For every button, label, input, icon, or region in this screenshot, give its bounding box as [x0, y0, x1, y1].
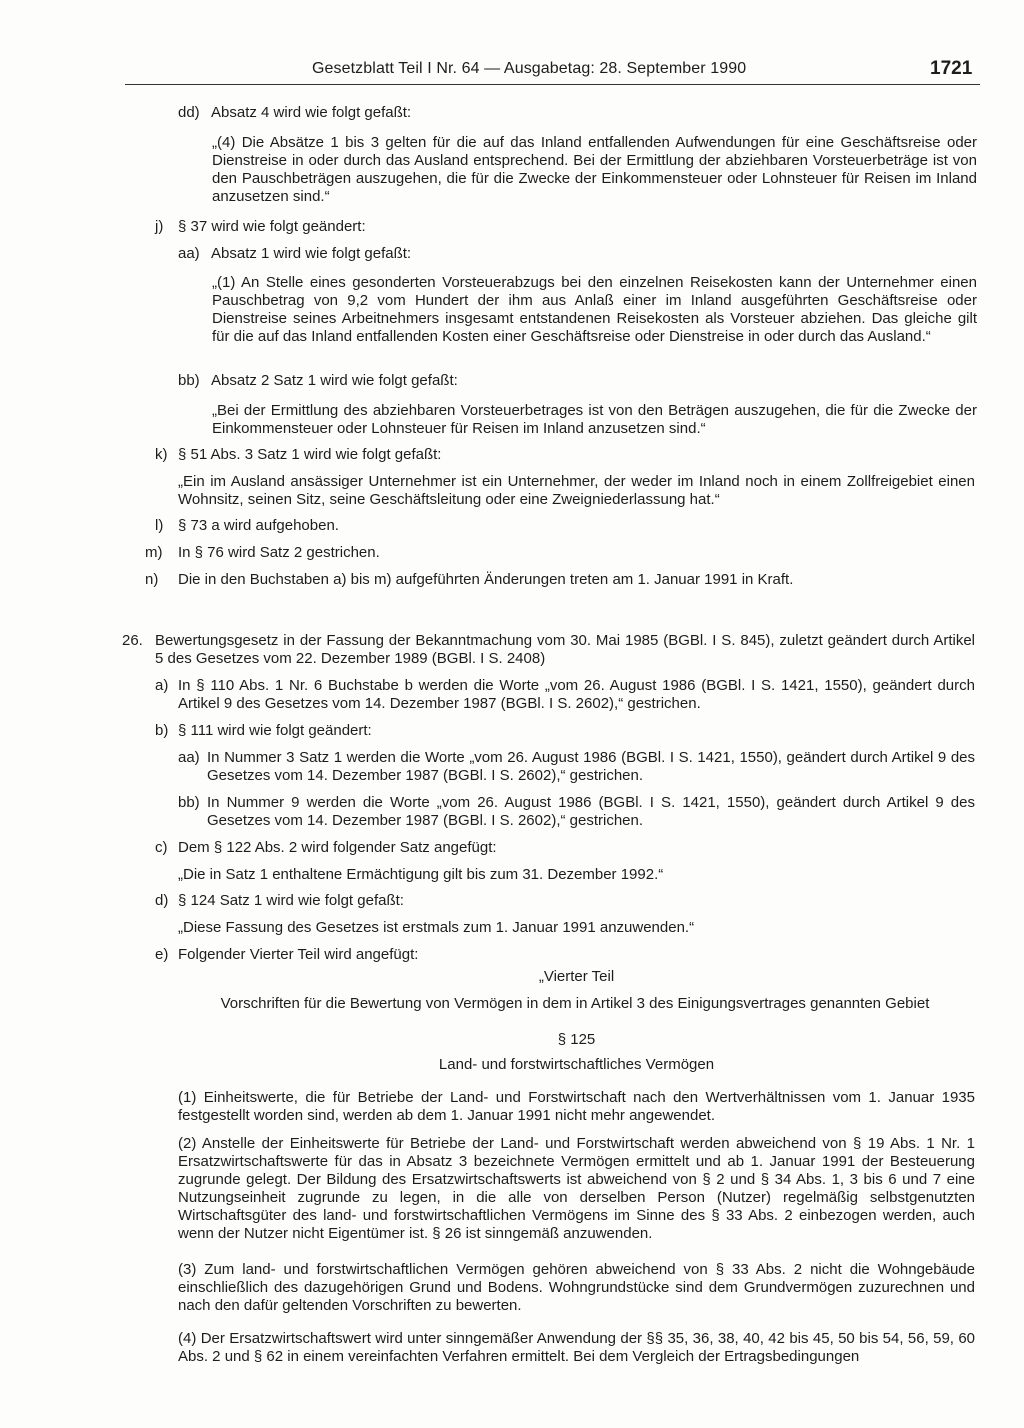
part-subtitle: Vorschriften für die Bewertung von Vermögen in dem in Artikel 3 des Einigungsvertrages genannten Gebiet [220, 995, 930, 1012]
item-aa [178, 245, 978, 263]
section-paragraph: (2) Anstelle der Einheitswerte für Betriebe der Land- und Forstwirtschaft werden abweichend von § 19 Abs. 1 Nr. 1 Ersatzwirtschaftswerte für das in Absatz 3 bezeichnete Vermögen ermittelt und ab 1. Januar 1991 der Besteuerung zugrunde gelegt. Der Bildung des Ersatzwirtschaftswerts ist abweichend von § 2 und § 34 Abs. 1, 3 bis 6 und 7 eine Nutzungseinheit zugrunde zu legen, in die alle von derselben Person (Nutzer) regelmäßig selbstgenutzten Wirtschaftsgüter des land- und forstwirtschaftlichen Vermögens im Sinne des § 33 Abs. 2 einbezogen werden, auch wenn der Nutzer nicht Eigentümer ist. § 26 ist sinngemäß anzuwenden. [178, 1135, 975, 1242]
item-text: § 124 Satz 1 wird wie folgt gefaßt: [178, 892, 404, 909]
section-paragraph: (3) Zum land- und forstwirtschaftlichen Vermögen gehören abweichend von § 33 Abs. 2 nicht die Wohngebäude einschließlich des dazugehörigen Grund und Bodens. Wohngrundstücke sind dem Grundvermögen zuzurechnen und nach den dafür geltenden Vorschriften zu bewerten. [178, 1261, 975, 1314]
item-label: l) [155, 517, 164, 534]
item-text: Folgender Vierter Teil wird angefügt: [178, 946, 419, 963]
item-label: c) [155, 839, 168, 856]
item-dd [178, 104, 978, 122]
item-text: Bewertungsgesetz in der Fassung der Bekanntmachung vom 30. Mai 1985 (BGBl. I S. 845), zuletzt geändert durch Artikel 5 des Gesetzes vom 22. Dezember 1989 (BGBl. I S. 2408) [155, 632, 975, 667]
item-label: n) [145, 571, 159, 588]
item-label: aa) [178, 245, 200, 262]
quote-k: „Ein im Ausland ansässiger Unternehmer ist ein Unternehmer, der weder im Inland noch in einem Zollfreigebiet einen Wohnsitz, seinen Sitz, seine Geschäftsleitung oder eine Zweigniederlassung hat.“ [178, 473, 975, 508]
item-label: bb) [178, 372, 200, 389]
item-label: 26. [122, 632, 143, 649]
item-26 [122, 632, 975, 668]
item-text: Absatz 2 Satz 1 wird wie folgt gefaßt: [211, 372, 458, 389]
item-label: aa) [178, 749, 200, 766]
quote-d: „Diese Fassung des Gesetzes ist erstmals zum 1. Januar 1991 anzuwenden.“ [178, 919, 695, 936]
item-j [155, 218, 975, 236]
item-text: In Nummer 9 werden die Worte „vom 26. August 1986 (BGBl. I S. 1421, 1550), geändert durch Artikel 9 des Gesetzes vom 14. Dezember 1987 (BGBl. I S. 2602),“ gestrichen. [207, 794, 975, 829]
section-paragraph: (1) Einheitswerte, die für Betriebe der Land- und Forstwirtschaft nach den Wertverhältnissen vom 1. Januar 1935 festgestellt worden sind, werden ab dem 1. Januar 1991 nicht mehr angewendet. [178, 1089, 975, 1124]
item-label: dd) [178, 104, 200, 121]
item-26-c [155, 839, 975, 857]
item-26-e [155, 946, 975, 964]
item-text: Dem § 122 Abs. 2 wird folgender Satz angefügt: [178, 839, 497, 856]
item-label: b) [155, 722, 169, 739]
page-header-title: Gesetzblatt Teil I Nr. 64 — Ausgabetag: 28. September 1990 [312, 60, 747, 77]
item-label: e) [155, 946, 169, 963]
item-26-b [155, 722, 975, 740]
item-bb [178, 372, 978, 390]
item-text: § 73 a wird aufgehoben. [178, 517, 339, 534]
item-26-d [155, 892, 975, 910]
item-label: k) [155, 446, 168, 463]
item-26-a [155, 677, 975, 713]
quote-aa: „(1) An Stelle eines gesonderten Vorsteuerabzugs bei den einzelnen Reisekosten kann der Unternehmer einen Pauschbetrag von 9,2 vom Hundert der ihm aus Anlaß einer im Inland ausgeführten Geschäftsreise oder Dienstreise seines Arbeitnehmers insgesamt entstandenen Reisekosten als Vorsteuer abziehen. Das gleiche gilt für die auf das Inland entfallenden Kosten einer Geschäftsreise oder Dienstreise in oder durch das Ausland.“ [212, 274, 977, 345]
quote-dd: „(4) Die Absätze 1 bis 3 gelten für die auf das Inland entfallenden Aufwendungen für eine Geschäftsreise oder Dienstreise in oder durch das Ausland entsprechend. Bei der Ermittlung der abziehbaren Vorsteuerbeträge ist von den Pauschbeträgen auszugehen, die für die Zwecke der Einkommensteuer oder Lohnsteuer für Reisen im Inland anzusetzen sind.“ [212, 134, 977, 205]
page-number: 1721 [930, 58, 973, 79]
item-text: In § 110 Abs. 1 Nr. 6 Buchstabe b werden die Worte „vom 26. August 1986 (BGBl. I S. 1421, 1550), geändert durch Artikel 9 des Gesetzes vom 14. Dezember 1987 (BGBl. I S. 2602),“ gestrichen. [178, 677, 975, 712]
item-l [155, 517, 975, 535]
section-title: Land- und forstwirtschaftliches Vermögen [438, 1056, 715, 1073]
item-label: j) [155, 218, 164, 235]
item-text: § 111 wird wie folgt geändert: [178, 722, 372, 739]
item-26-b-aa [178, 749, 975, 785]
item-label: m) [145, 544, 163, 561]
item-text: In Nummer 3 Satz 1 werden die Worte „vom 26. August 1986 (BGBl. I S. 1421, 1550), geändert durch Artikel 9 des Gesetzes vom 14. Dezember 1987 (BGBl. I S. 2602),“ gestrichen. [207, 749, 975, 784]
section-number: § 125 [557, 1031, 596, 1048]
item-label: bb) [178, 794, 200, 811]
quote-c: „Die in Satz 1 enthaltene Ermächtigung gilt bis zum 31. Dezember 1992.“ [178, 866, 664, 883]
item-text: In § 76 wird Satz 2 gestrichen. [178, 544, 380, 561]
item-text: § 51 Abs. 3 Satz 1 wird wie folgt gefaßt: [178, 446, 442, 463]
quote-bb: „Bei der Ermittlung des abziehbaren Vorsteuerbetrages ist von den Beträgen auszugehen, die für die Zwecke der Einkommensteuer oder Lohnsteuer für Reisen im Inland anzusetzen sind.“ [212, 402, 977, 437]
header-rule [125, 84, 980, 85]
item-text: § 37 wird wie folgt geändert: [178, 218, 366, 235]
item-text: Die in den Buchstaben a) bis m) aufgeführten Änderungen treten am 1. Januar 1991 in Kraft. [178, 571, 794, 588]
item-text: Absatz 1 wird wie folgt gefaßt: [211, 245, 412, 262]
item-label: d) [155, 892, 169, 909]
item-26-b-bb [178, 794, 975, 830]
part-title: „Vierter Teil [538, 968, 615, 985]
item-n [145, 571, 975, 589]
item-label: a) [155, 677, 169, 694]
item-k [155, 446, 975, 464]
item-text: Absatz 4 wird wie folgt gefaßt: [211, 104, 412, 121]
section-paragraph: (4) Der Ersatzwirtschaftswert wird unter sinngemäßer Anwendung der §§ 35, 36, 38, 40, 42 bis 45, 50 bis 54, 56, 59, 60 Abs. 2 und § 62 in einem vereinfachten Verfahren ermittelt. Bei dem Vergleich der Ertragsbedingungen [178, 1330, 975, 1365]
item-m [145, 544, 975, 562]
